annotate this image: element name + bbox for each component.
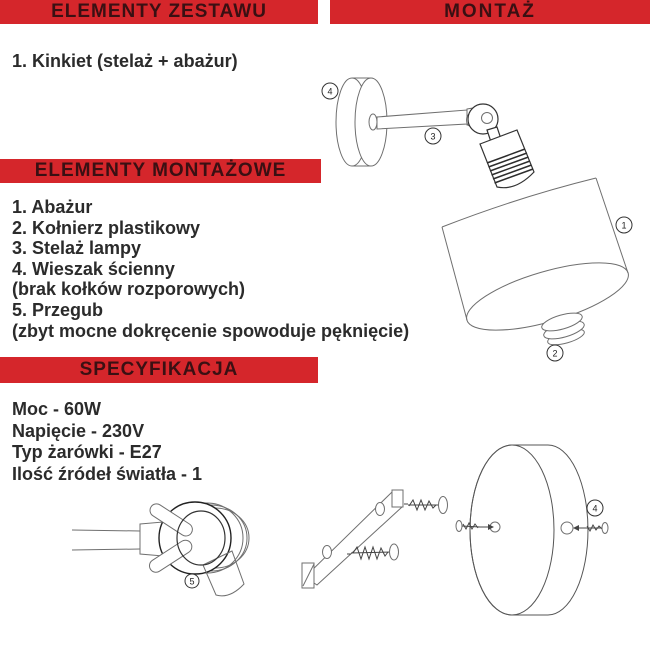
spec-voltage: Napięcie - 230V — [12, 420, 145, 441]
assembly-exploded-diagram — [315, 60, 650, 370]
spec-light-sources: Ilość źródeł światła - 1 — [12, 463, 203, 484]
spec-list — [12, 399, 202, 485]
mounting-part-5-note: (zbyt mocne dokręcenie spowoduje pęknięcie) — [12, 320, 410, 341]
kit-item-text: 1. Kinkiet (stelaż + abażur) — [12, 51, 238, 71]
mounting-part-4: 4. Wieszak ścienny — [12, 258, 175, 279]
label-collar — [547, 345, 563, 361]
joint-detail-diagram — [60, 490, 260, 615]
label-joint-number: 5 — [189, 576, 195, 587]
label-shade-number: 1 — [621, 220, 627, 231]
collar-drawing — [540, 309, 586, 348]
mounting-part-4-note: (brak kołków rozporowych) — [12, 279, 246, 300]
mounting-part-1: 1. Abażur — [12, 197, 93, 217]
label-wall-mount — [322, 83, 338, 99]
screw-top-drawing — [404, 497, 448, 514]
banner-kit-elements-label: ELEMENTY ZESTAWU — [51, 1, 267, 22]
banner-specification-label: SPECYFIKACJA — [79, 359, 239, 380]
banner-assembly-label: MONTAŻ — [444, 1, 536, 22]
label-arm-number: 3 — [430, 131, 436, 142]
lampshade-drawing — [442, 178, 635, 344]
spec-bulb-type: Typ żarówki - E27 — [12, 442, 162, 462]
label-shade — [616, 217, 632, 233]
label-arm — [425, 128, 441, 144]
mounting-part-3: 3. Stelaż lampy — [12, 238, 142, 259]
banner-mounting-elements-label: ELEMENTY MONTAŻOWE — [34, 160, 287, 181]
label-wall-mount-number: 4 — [327, 86, 333, 97]
label-canopy-number: 4 — [592, 503, 598, 514]
lamp-arm-drawing — [377, 108, 473, 129]
label-collar-number: 2 — [552, 348, 558, 359]
label-canopy — [587, 500, 603, 516]
bracket-screws-diagram — [295, 480, 460, 600]
bracket-drawing — [302, 490, 403, 588]
spec-power: Moc - 60W — [12, 399, 102, 419]
socket-drawing — [480, 130, 534, 188]
canopy-ring-drawing — [470, 445, 588, 615]
joint-drawing — [467, 104, 502, 142]
label-joint — [185, 574, 199, 588]
joint-detail-drawing — [72, 501, 249, 595]
mounting-part-5: 5. Przegub — [12, 299, 104, 320]
banner-mounting-elements — [0, 159, 321, 183]
canopy-screws-diagram — [450, 430, 650, 630]
mounting-part-2: 2. Kołnierz plastikowy — [12, 217, 201, 238]
banner-specification — [0, 357, 318, 383]
banner-kit-elements — [0, 0, 318, 24]
banner-assembly — [330, 0, 650, 24]
